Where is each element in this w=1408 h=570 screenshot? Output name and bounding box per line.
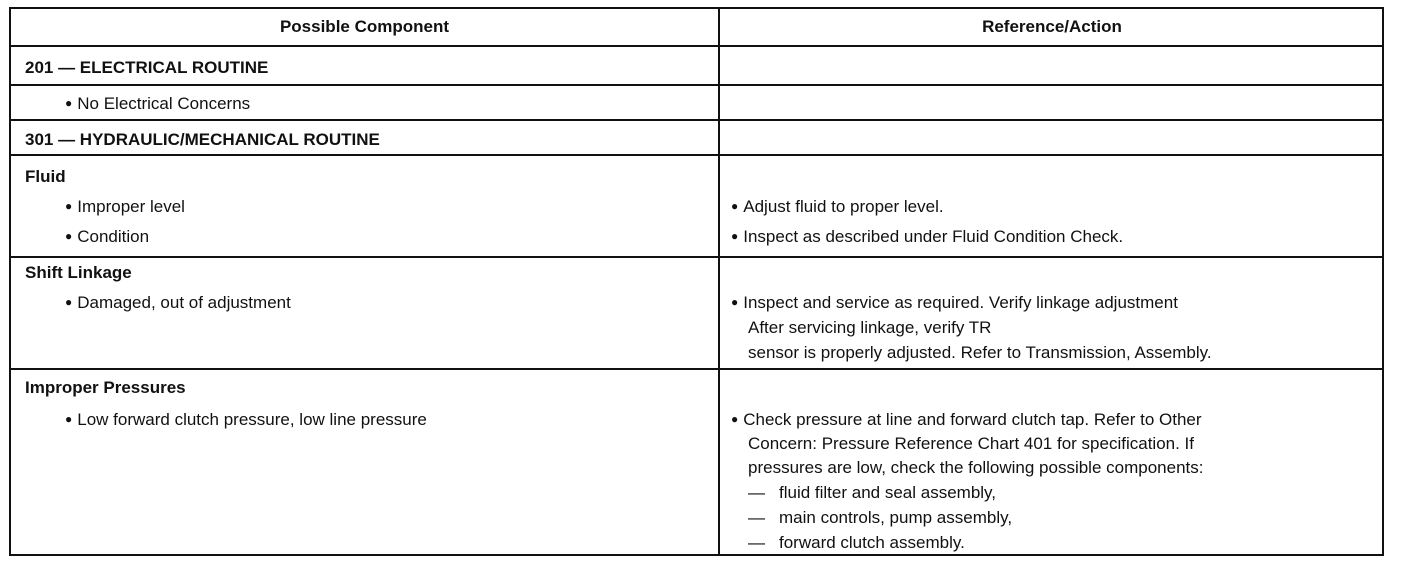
diagnostic-table xyxy=(9,7,1384,556)
group-title-pressures: Improper Pressures xyxy=(25,378,186,397)
group-title-linkage: Shift Linkage xyxy=(25,263,132,282)
action-item: ● Inspect as described under Fluid Condition Check. xyxy=(731,227,1123,248)
row-divider xyxy=(11,154,1382,156)
action-line: pressures are low, check the following possible components: xyxy=(748,458,1204,477)
action-line: sensor is properly adjusted. Refer to Transmission, Assembly. xyxy=(748,343,1212,362)
group-title-fluid: Fluid xyxy=(25,167,66,186)
row-divider xyxy=(11,84,1382,86)
row-divider xyxy=(11,368,1382,370)
action-item: ● Check pressure at line and forward clutch tap. Refer to Other xyxy=(731,410,1202,431)
component-item: ● Condition xyxy=(65,227,149,248)
action-item: ● Adjust fluid to proper level. xyxy=(731,197,944,218)
column-header-component: Possible Component xyxy=(279,17,450,36)
component-list-item: — main controls, pump assembly, xyxy=(748,508,1012,528)
column-header-action: Reference/Action xyxy=(982,17,1122,36)
column-divider xyxy=(718,9,720,554)
action-item: ● Inspect and service as required. Verify linkage adjustment xyxy=(731,293,1178,314)
row-divider xyxy=(11,45,1382,47)
component-list-item: — fluid filter and seal assembly, xyxy=(748,483,996,503)
section-title-electrical: 201 — ELECTRICAL ROUTINE xyxy=(25,58,269,77)
component-item: ● Improper level xyxy=(65,197,185,218)
action-line: After servicing linkage, verify TR xyxy=(748,318,992,337)
section-title-hydraulic: 301 — HYDRAULIC/MECHANICAL ROUTINE xyxy=(25,130,380,149)
row-divider xyxy=(11,256,1382,258)
component-item: ● Low forward clutch pressure, low line pressure xyxy=(65,410,427,431)
component-list-item: — forward clutch assembly. xyxy=(748,533,965,553)
action-line: Concern: Pressure Reference Chart 401 for specification. If xyxy=(748,434,1194,453)
component-item: ● No Electrical Concerns xyxy=(65,94,250,115)
component-item: ● Damaged, out of adjustment xyxy=(65,293,291,314)
row-divider xyxy=(11,119,1382,121)
